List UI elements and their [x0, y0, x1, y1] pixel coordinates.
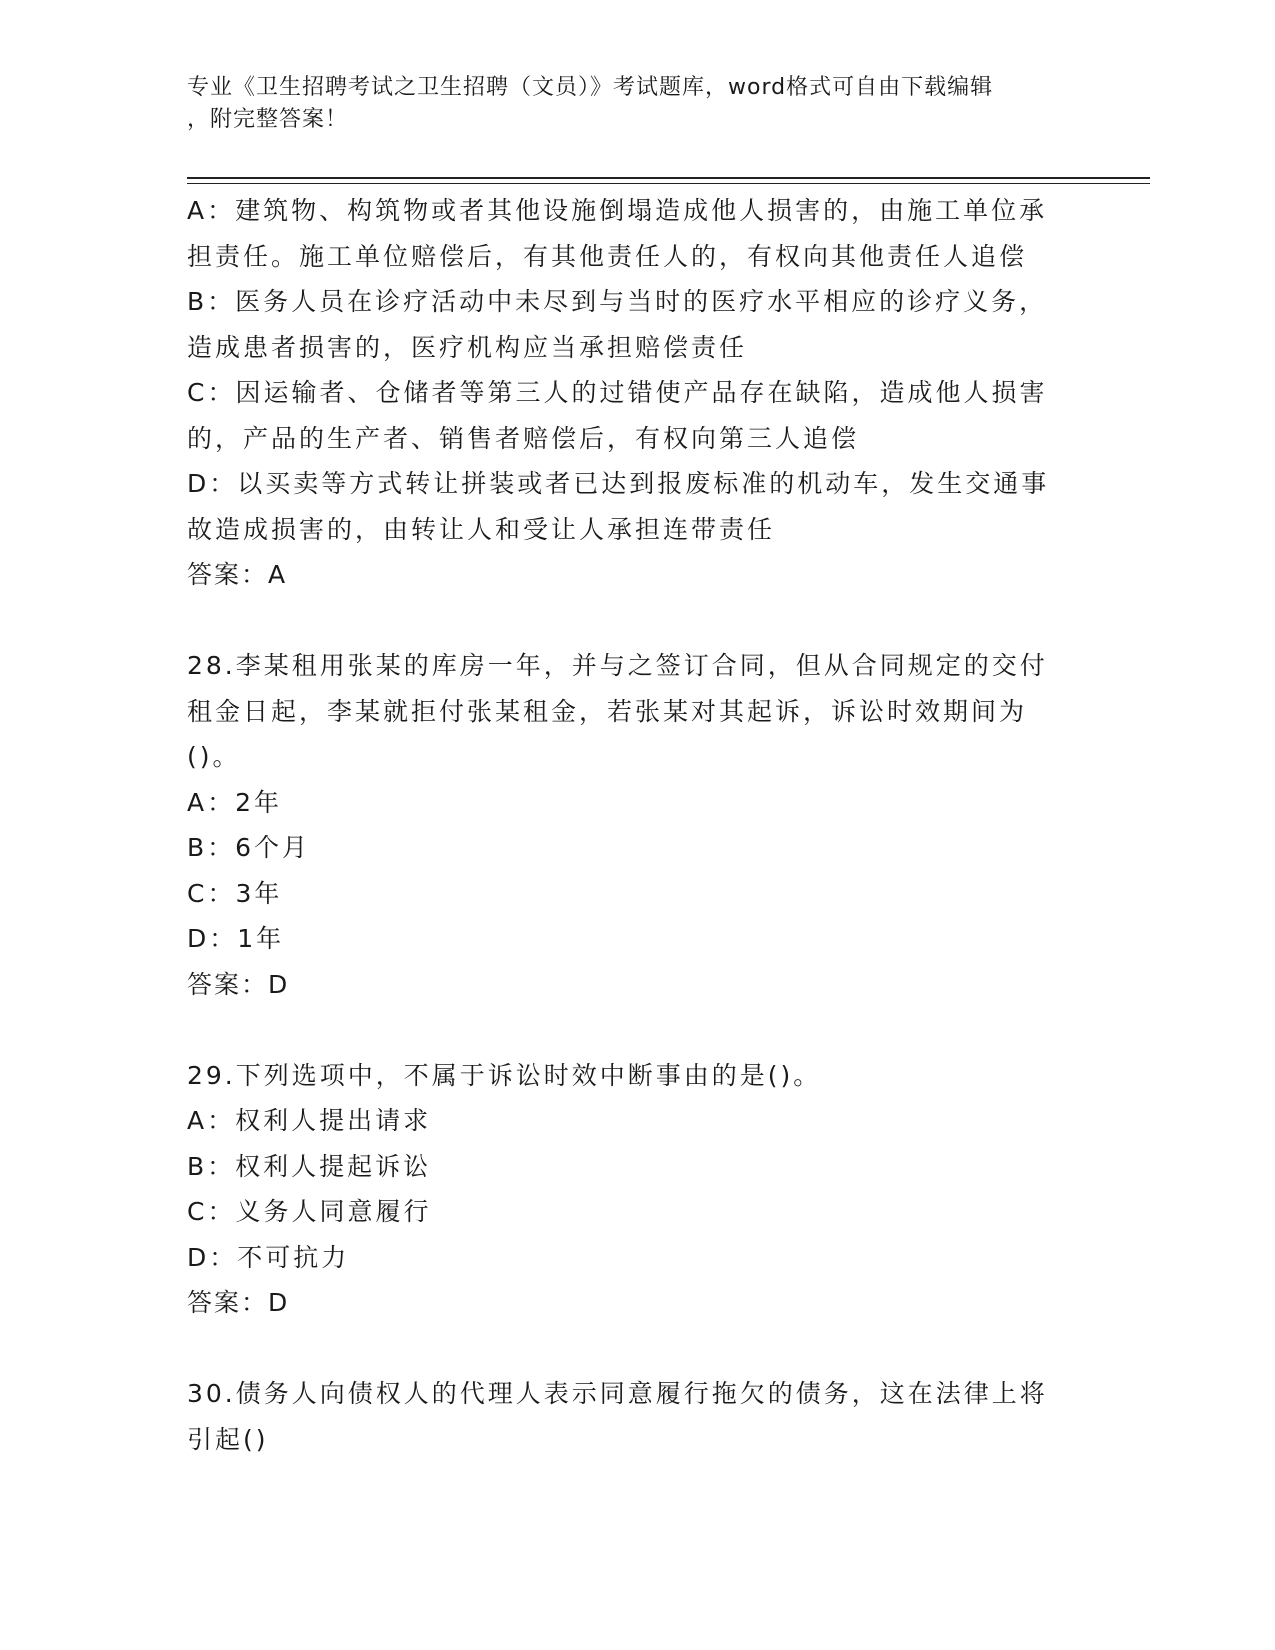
question-stem-line: 29.下列选项中，不属于诉讼时效中断事由的是()。: [187, 1060, 822, 1090]
option-line: 的，产品的生产者、销售者赔偿后，有权向第三人追偿: [187, 423, 860, 453]
spacer: [187, 598, 1087, 644]
option-line: B：权利人提起诉讼: [187, 1151, 432, 1181]
header-line-1: 专业《卫生招聘考试之卫生招聘（文员）》考试题库，word格式可自由下载编辑: [187, 75, 994, 100]
question-stem-line: 28.李某租用张某的库房一年，并与之签订合同，但从合同规定的交付: [187, 651, 1048, 680]
question-29: [187, 1053, 1087, 1326]
spacer: [187, 1326, 1087, 1372]
answer-line: 答案：D: [187, 1288, 290, 1317]
question-content: [187, 188, 1087, 1462]
spacer: [187, 1007, 1087, 1053]
option-line: 担责任。施工单位赔偿后，有其他责任人的，有权向其他责任人追偿: [187, 241, 1028, 271]
header-line-2: ，附完整答案！: [187, 107, 349, 132]
option-line: C：义务人同意履行: [187, 1197, 432, 1226]
header-rule-thin: [187, 183, 1150, 184]
question-28: [187, 643, 1087, 1007]
option-line: C：3年: [187, 878, 283, 908]
question-30: [187, 1371, 1087, 1462]
option-line: 故造成损害的，由转让人和受让人承担连带责任: [187, 514, 776, 544]
question-27: [187, 188, 1087, 598]
option-line: 造成患者损害的，医疗机构应当承担赔偿责任: [187, 332, 748, 362]
option-line: A：权利人提出请求: [187, 1106, 432, 1135]
option-line: D：以买卖等方式转让拼装或者已达到报废标准的机动车，发生交通事: [187, 469, 1050, 498]
document-header: [187, 72, 1067, 136]
option-line: D：1年: [187, 924, 285, 953]
option-line: D：不可抗力: [187, 1242, 350, 1272]
question-stem-line: 30.债务人向债权人的代理人表示同意履行拖欠的债务，这在法律上将: [187, 1379, 1048, 1408]
question-stem-line: 租金日起，李某就拒付张某租金，若张某对其起诉，诉讼时效期间为: [187, 696, 1028, 726]
option-line: C：因运输者、仓储者等第三人的过错使产品存在缺陷，造成他人损害: [187, 378, 1048, 407]
option-line: A：2年: [187, 787, 283, 817]
header-rule-thick: [187, 177, 1150, 179]
question-stem-line: 引起(): [187, 1424, 269, 1454]
option-line: B：医务人员在诊疗活动中未尽到与当时的医疗水平相应的诊疗义务，: [187, 287, 1048, 316]
option-line: A：建筑物、构筑物或者其他设施倒塌造成他人损害的，由施工单位承: [187, 196, 1048, 225]
answer-line: 答案：A: [187, 560, 288, 589]
option-line: B：6个月: [187, 833, 311, 862]
answer-line: 答案：D: [187, 969, 290, 999]
question-stem-line: ()。: [187, 742, 241, 771]
